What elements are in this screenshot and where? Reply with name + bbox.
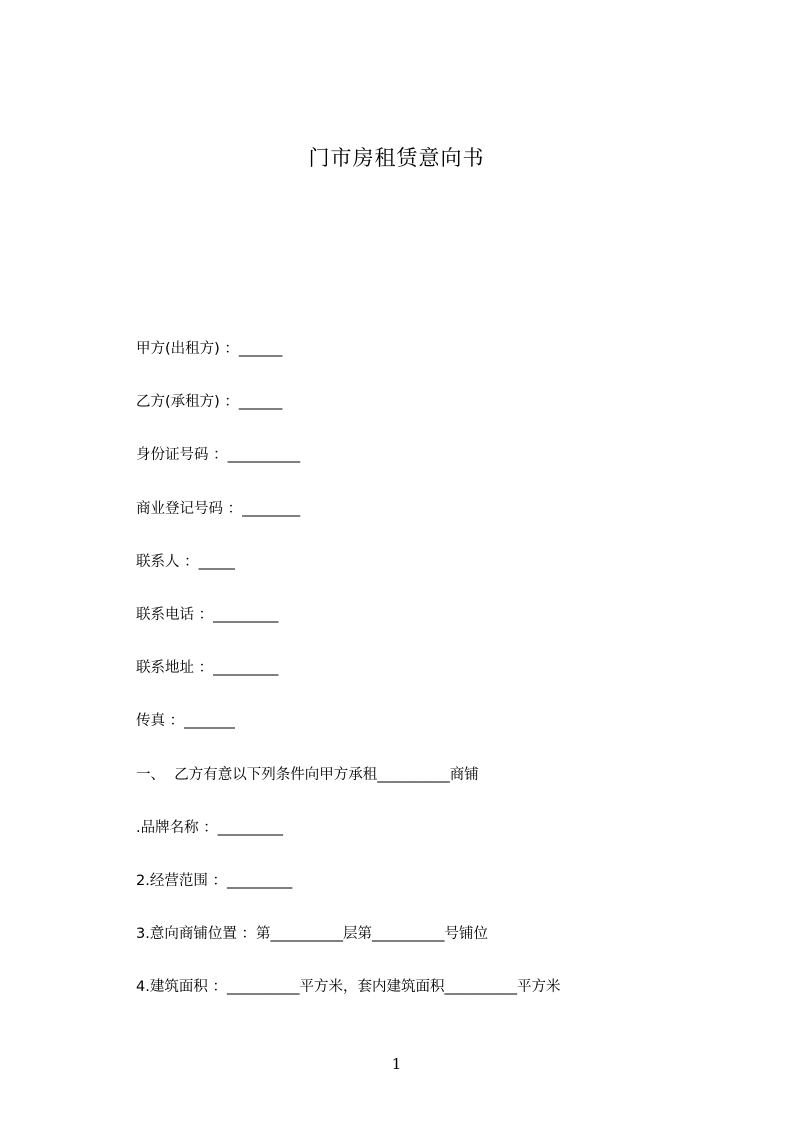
fax-field: 传真 ：_______ xyxy=(136,713,235,729)
section-one-heading: 一、 乙方有意以下列条件向甲方承租__________商铺 xyxy=(136,767,479,783)
business-registration-field: 商业登记号码 ：________ xyxy=(136,501,301,517)
shop-location-field: 3.意向商铺位置 ：第__________层第__________号铺位 xyxy=(136,926,488,942)
lessor-field: 甲方(出租方) ：______ xyxy=(136,341,283,357)
contact-phone-field: 联系电话 ：_________ xyxy=(136,607,279,623)
lessee-field: 乙方(承租方) ：______ xyxy=(136,394,283,410)
business-scope-field: 2.经营范围 ：_________ xyxy=(136,873,293,889)
brand-name-field: .品牌名称 ：_________ xyxy=(136,820,283,836)
contact-address-field: 联系地址 ：_________ xyxy=(136,660,279,676)
document-title: 门市房租赁意向书 xyxy=(308,146,485,170)
floor-area-field: 4.建筑面积 ：__________平方米，套内建筑面积__________平方米 xyxy=(136,979,561,995)
contact-person-field: 联系人 ：_____ xyxy=(136,554,235,570)
page-number: 1 xyxy=(391,1055,402,1073)
id-number-field: 身份证号码 ：__________ xyxy=(136,447,301,463)
